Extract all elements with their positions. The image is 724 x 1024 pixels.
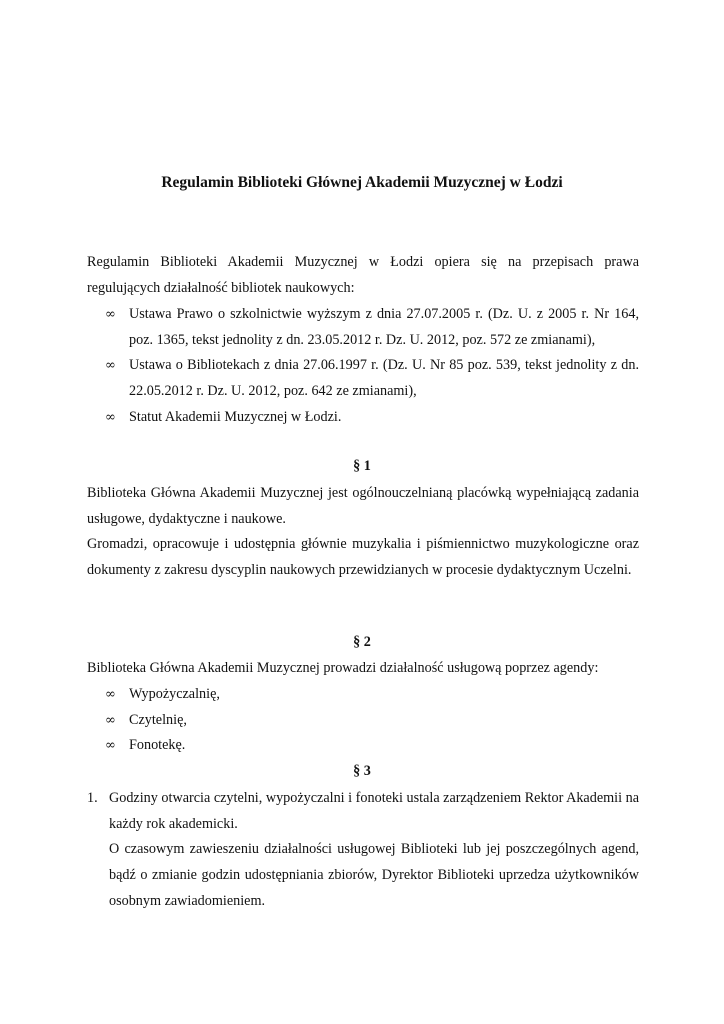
list-item: [87, 708, 639, 734]
legal-basis-list: [87, 302, 639, 431]
list-item: [87, 786, 639, 915]
section-heading-3: § 3: [353, 763, 371, 779]
list-item-text: Ustawa Prawo o szkolnictwie wyższym z dnia 27.07.2005 r. (Dz. U. z 2005 r. Nr 164, poz. 1365, tekst jednolity z dn. 23.05.2012 r. Dz. U. 2012, poz. 572 ze zmianami),: [129, 306, 639, 348]
document-title: Regulamin Biblioteki Głównej Akademii Muzycznej w Łodzi: [161, 174, 563, 191]
list-item-text: Czytelnię,: [129, 711, 187, 728]
list-item: [87, 682, 639, 708]
agendas-list: [87, 682, 639, 759]
infinity-bullet-icon: ∞: [105, 687, 116, 702]
section-1-paragraph-2: Gromadzi, opracowuje i udostępnia głównie muzykalia i piśmiennictwo muzykologiczne oraz dokumenty z zakresu dyscyplin naukowych przewidzianych w procesie dydaktycznym Uczelni.: [87, 536, 639, 578]
list-item-text: Wypożyczalnię,: [129, 686, 220, 702]
list-item-text: Ustawa o Bibliotekach z dnia 27.06.1997 r. (Dz. U. Nr 85 poz. 539, tekst jednolity z dn. 22.05.2012 r. Dz. U. 2012, poz. 642 ze zmianami),: [129, 357, 639, 400]
list-item-text: Fonotekę.: [129, 737, 186, 754]
infinity-bullet-icon: ∞: [105, 307, 116, 322]
list-item-text: Statut Akademii Muzycznej w Łodzi.: [129, 408, 342, 425]
section-1-paragraph-1: Biblioteka Główna Akademii Muzycznej jest ogólnouczelnianą placówką wypełniającą zadania usługowe, dydaktyczne i naukowe.: [87, 485, 639, 527]
list-item: [87, 733, 639, 759]
section-heading-2: § 2: [353, 634, 371, 650]
list-item-paragraph-1: Godziny otwarcia czytelni, wypożyczalni i fonoteki ustala zarządzeniem Rektor Akademii na każdy rok akademicki.: [109, 790, 639, 832]
list-item-number: 1.: [87, 790, 98, 806]
section-2-paragraph: Biblioteka Główna Akademii Muzycznej prowadzi działalność usługową poprzez agendy:: [87, 660, 599, 676]
list-item: [87, 353, 639, 404]
infinity-bullet-icon: ∞: [105, 409, 116, 425]
section-3-list: [87, 786, 639, 915]
intro-paragraph: Regulamin Biblioteki Akademii Muzycznej w Łodzi opiera się na przepisach prawa regulujących działalność bibliotek naukowych:: [87, 254, 639, 296]
list-item-paragraph-2: O czasowym zawieszeniu działalności usługowej Biblioteki lub jej poszczególnych agend, bądź o zmianie godzin udostępniania zbiorów, Dyrektor Biblioteki uprzedza użytkowników osobnym zawiadomieniem.: [109, 841, 639, 909]
infinity-bullet-icon: ∞: [105, 358, 116, 374]
section-heading-1: § 1: [353, 458, 371, 474]
infinity-bullet-icon: ∞: [105, 712, 116, 728]
list-item: [87, 302, 639, 353]
list-item: [87, 405, 639, 431]
infinity-bullet-icon: ∞: [105, 738, 116, 754]
